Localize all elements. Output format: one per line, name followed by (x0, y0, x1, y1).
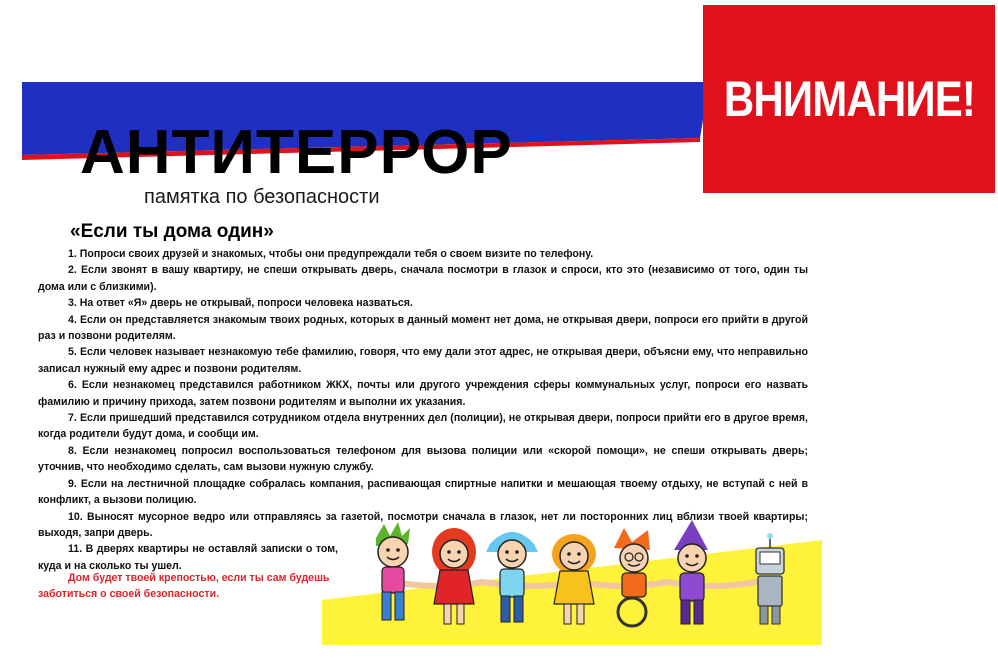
child-figure (486, 532, 538, 622)
child-figure (552, 534, 596, 624)
page-subtitle: памятка по безопасности (144, 186, 380, 208)
child-figure (432, 528, 476, 624)
rule-item: 7. Если пришедший представился сотрудником отдела внутренних дел (полиции), не открывая двери, попроси прийти его в другое время, когда родители будут дома, и сообщи им. (38, 412, 808, 441)
children-illustration (362, 520, 802, 630)
warning-banner (703, 5, 995, 193)
rule-item: 5. Если человек называет незнакомую тебе фамилию, говоря, что ему дали этот адрес, не открывая двери, объясни ему, что неправильно записал нужный ему адрес и позвони родителям. (38, 346, 808, 375)
rule-item: 9. Если на лестничной площадке собралась компания, распивающая спиртные напитки и мешающая твоему отдыху, не вступай с ней в конфликт, а вызови полицию. (38, 477, 808, 507)
closing-note: Дом будет твоей крепостью, если ты сам будешь заботиться о своей безопасности. (38, 572, 330, 600)
section-title: «Если ты дома один» (70, 221, 274, 242)
rule-item: 3. На ответ «Я» дверь не открывай, попроси человека назваться. (68, 297, 413, 310)
rule-item: 10. Выносят мусорное ведро или отправляясь за газетой, посмотри сначала в глазок, нет ли посторонних лиц вблизи твоей квартиры; выходя, запри дверь. (38, 510, 808, 539)
rule-item: 11. В дверях квартиры не оставляй записки о том, куда и на сколько ты ушел. (38, 543, 338, 572)
warning-label: ВНИМАНИЕ! (723, 71, 975, 127)
rule-item: 8. Если незнакомец попросил воспользоваться телефоном для вызова полиции или «скорой помощи», не спеши открывать дверь; уточнив, что необходимо сделать, сам вызови нужную службу. (38, 444, 808, 474)
page-title: АНТИТЕРРОР (80, 118, 513, 187)
child-figure (376, 522, 410, 620)
rule-item: 4. Если он представляется знакомым твоих родных, которых в данный момент нет дома, не открывая двери, попроси его прийти в другой раз и позвони родителям. (38, 313, 808, 343)
child-figure (614, 528, 650, 626)
rule-item: 1. Попроси своих друзей и знакомых, чтобы они предупреждали тебя о своем визите по телефону. (68, 248, 594, 260)
child-figure (674, 520, 708, 624)
robot-figure (756, 533, 784, 624)
rule-item: 6. Если незнакомец представился работником ЖКХ, почты или другого учреждения сферы коммунальных услуг, попроси его назвать фамилию и причину прихода, затем позвони родителям и выполни их указания. (38, 379, 808, 408)
rule-item: 2. Если звонят в вашу квартиру, не спеши открывать дверь, сначала посмотри в глазок и спроси, кто это (независимо от того, один ты дома или с близкими). (38, 264, 808, 293)
